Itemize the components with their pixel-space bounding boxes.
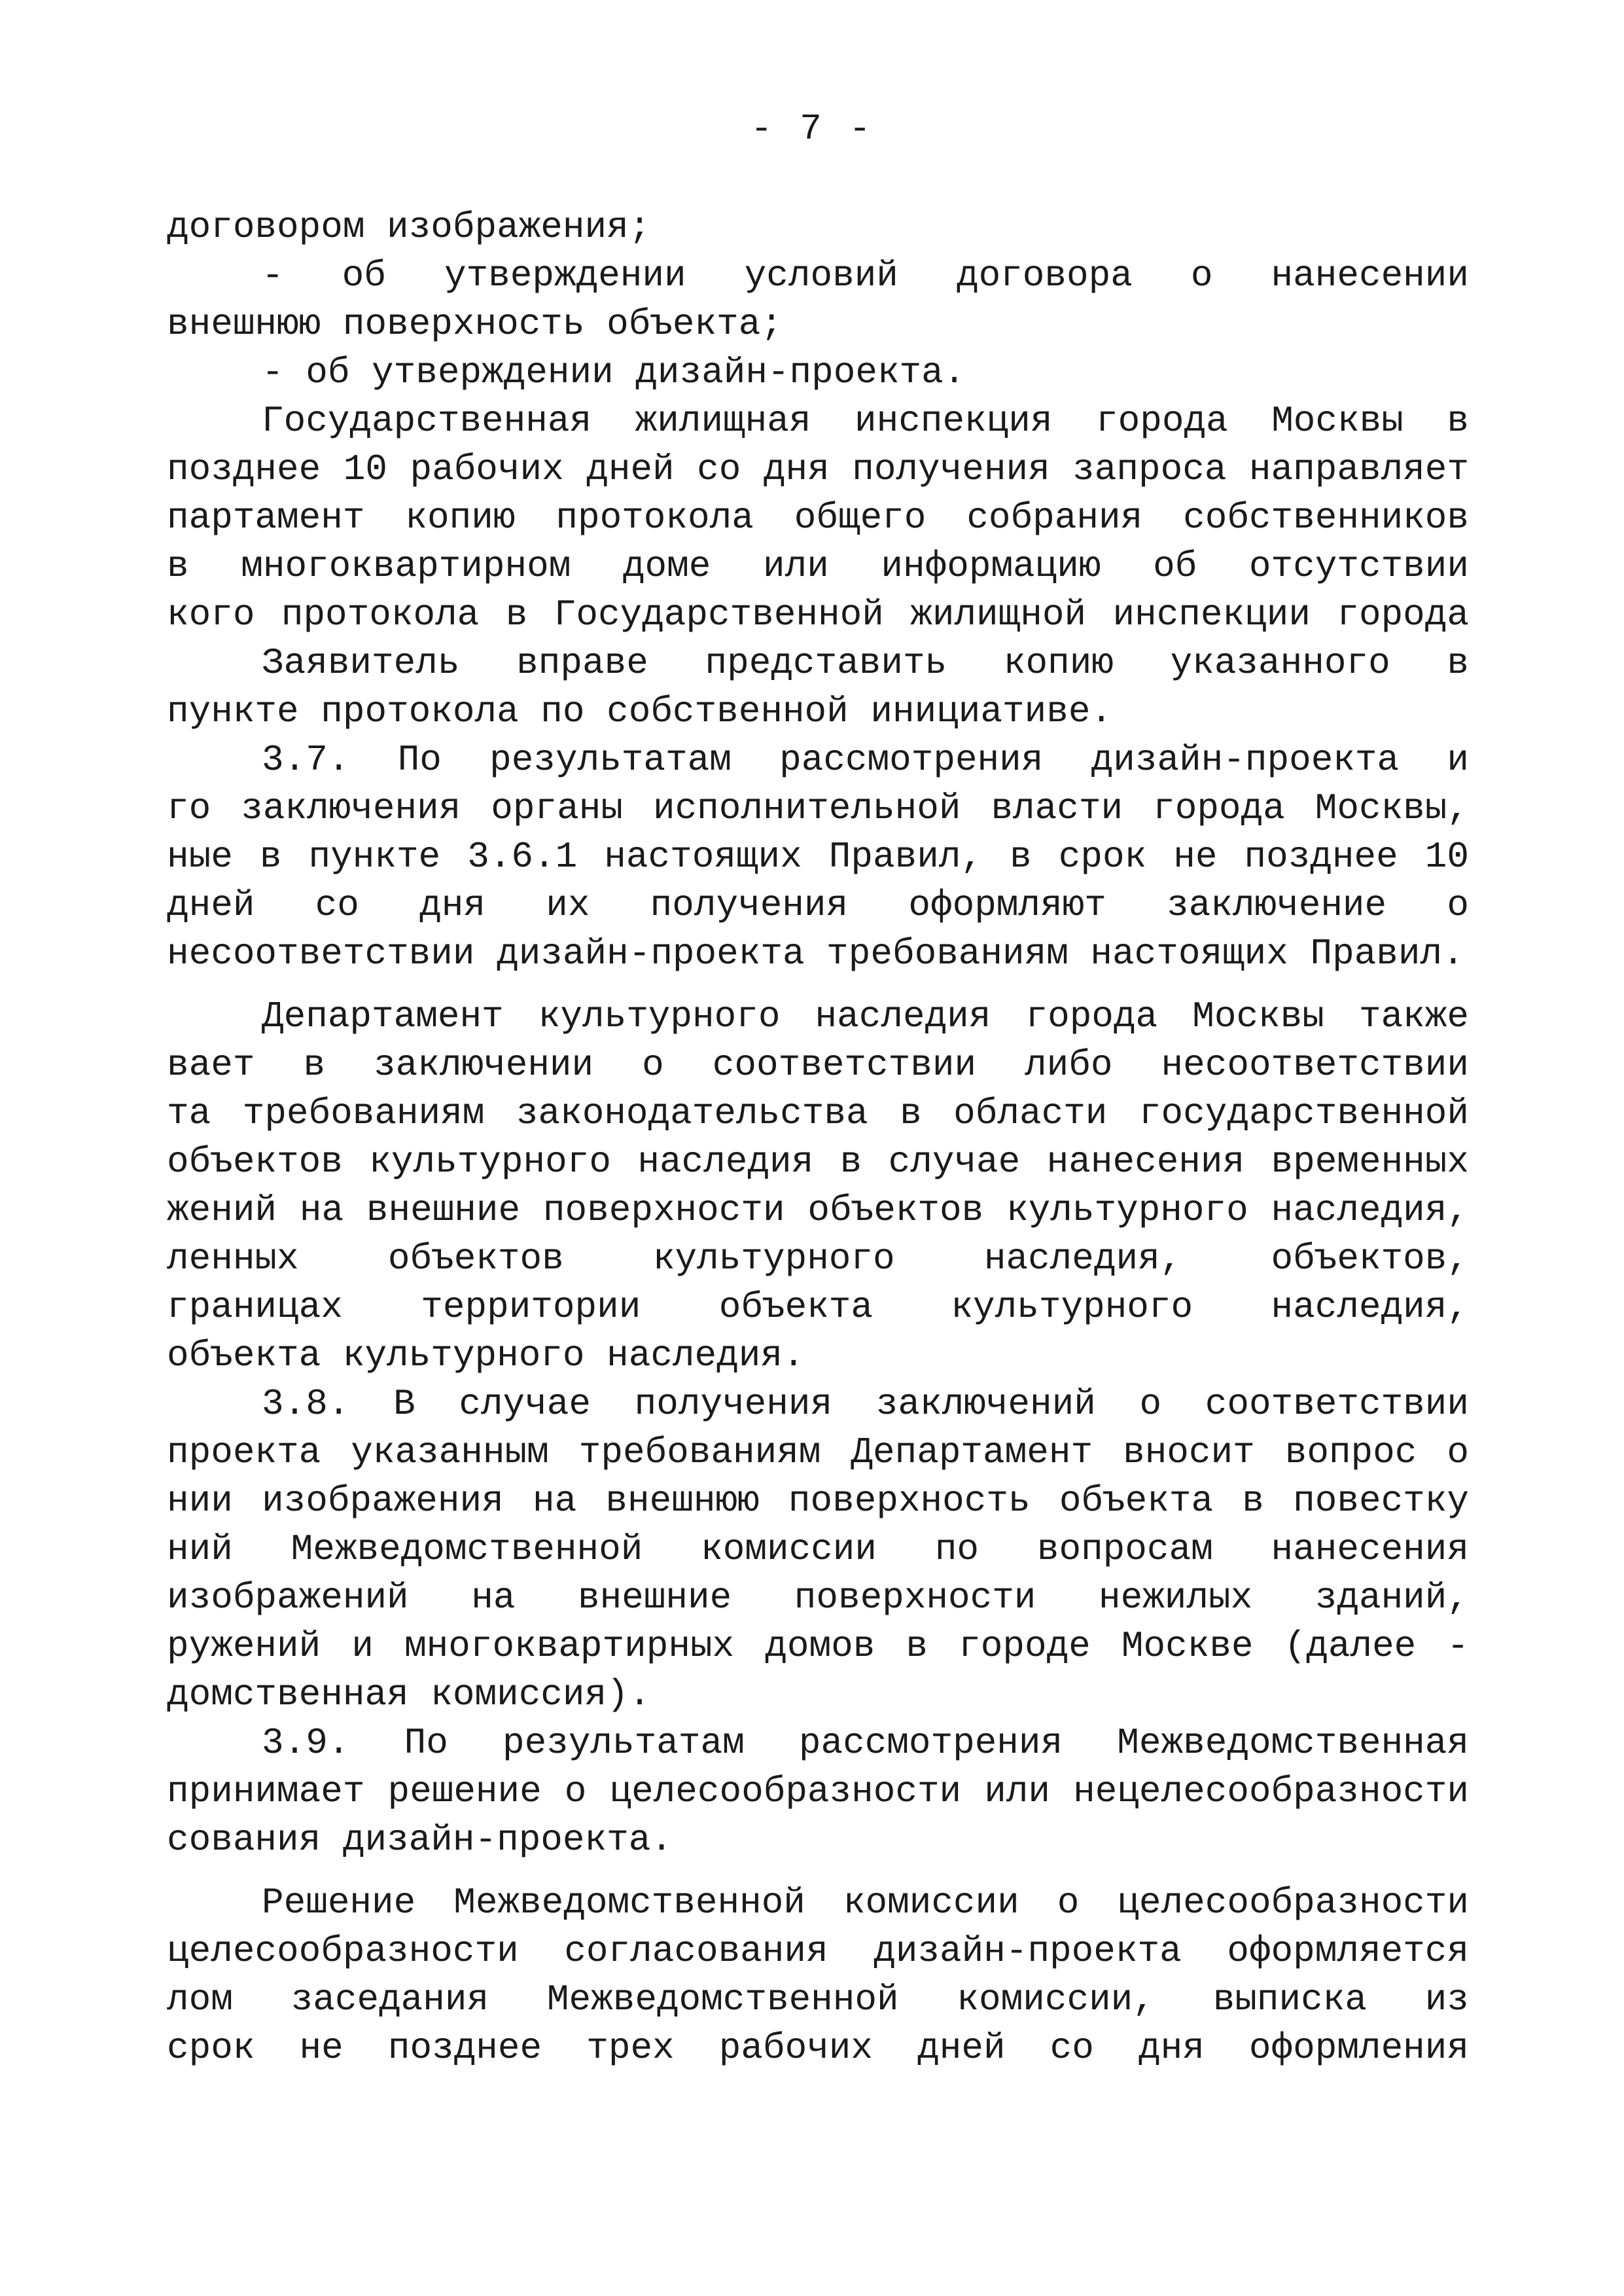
- text-line: проекта указанным требованиям Департамент вносит вопрос о: [167, 1431, 1469, 1473]
- text-line: лом заседания Межведомственной комиссии, выписка из: [167, 1979, 1469, 2020]
- text-line: внешнюю поверхность объекта;: [167, 303, 783, 345]
- text-line: позднее 10 рабочих дней со дня получения запроса направляет: [167, 448, 1469, 490]
- document-body: [167, 203, 1469, 2072]
- text-line: вает в заключении о соответствии либо несоответствии: [167, 1044, 1469, 1086]
- text-line: кого протокола в Государственной жилищной инспекции города: [167, 594, 1469, 636]
- text-line: - об утверждении условий договора о нанесении: [262, 255, 1469, 296]
- text-line: несоответствии дизайн-проекта требованиям настоящих Правил.: [167, 933, 1464, 975]
- text-line: пункте протокола по собственной инициативе.: [167, 691, 1113, 732]
- text-line: ные в пункте 3.6.1 настоящих Правил, в срок не позднее 10: [167, 836, 1469, 878]
- text-line: Государственная жилищная инспекция города Москвы в: [262, 400, 1469, 442]
- text-line: 3.8. В случае получения заключений о соответствии: [262, 1383, 1469, 1425]
- text-line: договором изображения;: [167, 206, 651, 248]
- text-line: го заключения органы исполнительной власти города Москвы,: [167, 787, 1469, 829]
- text-line: та требованиям законодательства в области государственной: [167, 1092, 1469, 1134]
- text-line: принимает решение о целесообразности или нецелесообразности: [167, 1770, 1469, 1812]
- text-line: ний Межведомственной комиссии по вопросам нанесения: [167, 1528, 1469, 1570]
- text-line: в многоквартирном доме или информацию об отсутствии: [167, 545, 1469, 587]
- text-line: сования дизайн-проекта.: [167, 1819, 673, 1861]
- text-line: Решение Межведомственной комиссии о целесообразности: [262, 1882, 1469, 1924]
- text-line: объектов культурного наследия в случае нанесения временных: [167, 1141, 1469, 1183]
- text-line: изображений на внешние поверхности нежилых зданий,: [167, 1577, 1469, 1619]
- text-line: партамент копию протокола общего собрания собственников: [167, 497, 1469, 539]
- text-line: ружений и многоквартирных домов в городе Москве (далее -: [167, 1625, 1469, 1667]
- page-number: - 7 -: [750, 108, 874, 150]
- text-line: Департамент культурного наследия города Москвы также: [262, 996, 1469, 1037]
- text-line: срок не позднее трех рабочих дней со дня оформления: [167, 2027, 1469, 2069]
- text-line: домственная комиссия).: [167, 1674, 651, 1715]
- text-line: жений на внешние поверхности объектов культурного наследия,: [167, 1189, 1469, 1231]
- text-line: 3.9. По результатам рассмотрения Межведомственная: [262, 1722, 1469, 1764]
- text-line: объекта культурного наследия.: [167, 1335, 805, 1376]
- text-line: границах территории объекта культурного наследия,: [167, 1286, 1469, 1328]
- paragraph-gap: [167, 1864, 1469, 1878]
- text-line: ленных объектов культурного наследия, объектов,: [167, 1238, 1469, 1280]
- paragraph-gap: [167, 978, 1469, 992]
- text-line: 3.7. По результатам рассмотрения дизайн-проекта и: [262, 739, 1469, 781]
- text-line: дней со дня их получения оформляют заключение о: [167, 884, 1469, 926]
- text-line: нии изображения на внешнюю поверхность объекта в повестку: [167, 1480, 1469, 1522]
- text-line: Заявитель вправе представить копию указанного в: [262, 642, 1469, 684]
- text-line: целесообразности согласования дизайн-проекта оформляется: [167, 1930, 1469, 1972]
- text-line: - об утверждении дизайн-проекта.: [262, 351, 966, 393]
